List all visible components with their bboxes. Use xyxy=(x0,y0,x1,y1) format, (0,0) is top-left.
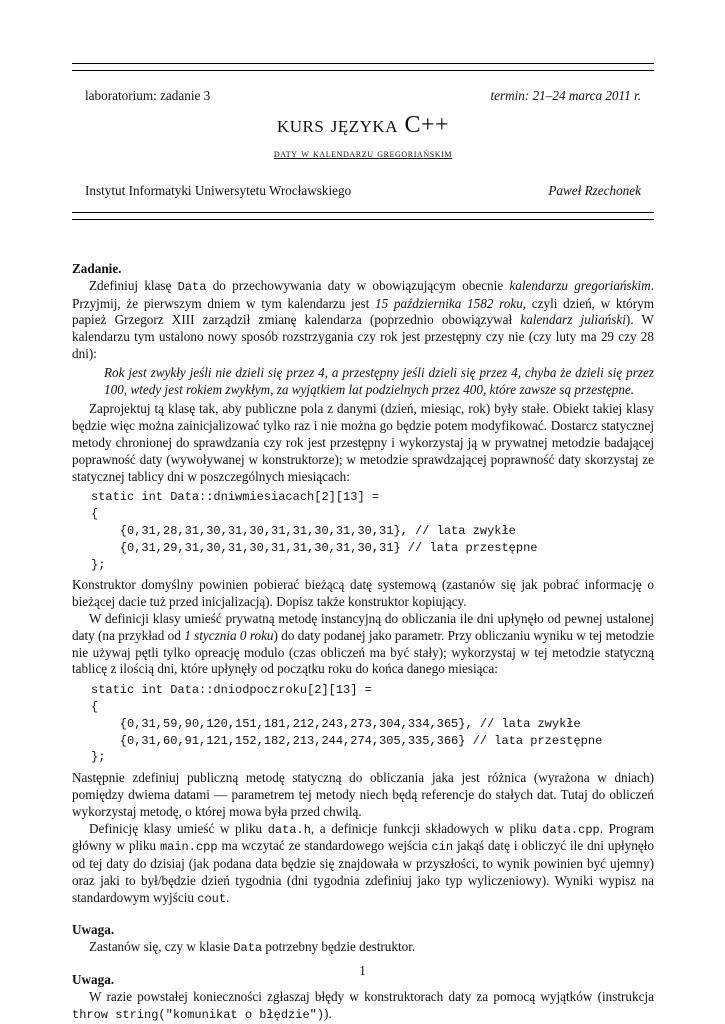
top-rule-thin xyxy=(72,70,654,71)
institute: Instytut Informatyki Uniwersytetu Wrocławskiego xyxy=(85,183,352,198)
author: Paweł Rzechonek xyxy=(548,183,641,198)
note-1-text: Zastanów się, czy w klasie Data potrzebny będzie destruktor. xyxy=(89,939,416,956)
bottom-rule-thick xyxy=(72,219,654,220)
leap-year-rule-quote: Rok jest zwykły jeśli nie dzieli się przez 4, a przestępny jeśli dzieli się przez 4, chyba że dzieli się przez 100, wtedy jest rokiem zwykłym, za wyjątkiem lat podzielnych przez 400, które zawsze są przestępne. xyxy=(104,364,654,397)
task-paragraph-3: Konstruktor domyślny powinien pobierać bieżącą datę systemową (zastanów się jak pobrać informację o bieżącej dacie tuż przed inicjalizacją). Dopisz także konstruktor kopiujący. xyxy=(72,577,654,610)
deadline-label: termin: 21–24 marca 2011 r. xyxy=(490,88,641,103)
top-rule-thick xyxy=(72,63,654,64)
task-paragraph-2: Zaprojektuj tą klasę tak, aby publiczne pola z danymi (dzień, miesiąc, rok) były stałe. Obiekt takiej klasy będzie więc można zainicjalizować tylko raz i nie można go będzie potem modyfikować. Dostarcz statycznej metody chronionej do sprawdzania czy rok jest przestępny i wykorzystaj ją w prywatnej metodzie badającej poprawność daty (wywoływanej w konstruktorze); w metodzie sprawdzającej poprawność daty skorzystaj ze statycznej tablicy dni w poszczególnych miesiącach: xyxy=(72,401,654,484)
task-paragraph-5: Następnie zdefiniuj publiczną metodę statyczną do obliczania jaka jest różnica (wyrażona w dniach) pomiędzy dwiema datami — parametrem tej metody niech będą referencje do stałych dat. Tutaj do obliczeń wykorzystaj metodę, o której mowa była przed chwilą. xyxy=(72,770,654,819)
page-title: kurs języka C++ xyxy=(276,112,450,138)
document-body xyxy=(72,261,654,1023)
task-paragraph-4: W definicji klasy umieść prywatną metodę instancyjną do obliczania ile dni upłynęło od pewnej ustalonej daty (na przykład od 1 stycznia 0 roku) do daty podanej jako parametr. Przy obliczaniu wyniku w tej metodzie nie używaj pętli tylko opreację modulo (czas obliczeń ma być stały); wykorzystaj w tej metodzie statyczną tablicę z ilością dni, które upłynęły od początku roku do końca danego miesiąca: xyxy=(72,610,654,677)
bottom-rule-thin xyxy=(72,212,654,213)
code-block-days-from-year-start: static int Data::dniodpoczroku[2][13] = { {0,31,59,90,120,151,181,212,243,273,304,334,365}, // lata zwykłe {0,31,60,91,121,152,182,213,244,274,305,335,366} // lata przestępne }; xyxy=(91,683,603,765)
task-paragraph-1: Zdefiniuj klasę Data do przechowywania daty w obowiązującym obecnie kalendarzu gregoriańskim. Przyjmij, że pierwszym dniem w tym kalendarzu jest 15 października 1582 roku, czyli dzień, w którym papież Grzegorz XIII zarządził zmianę kalendarza (poprzednio obowiązywał kalendarz juliański). W kalendarzu tym ustalono nowy sposób rozstrzygania czy rok jest przestępny czy nie (czy luty ma 29 czy 28 dni): xyxy=(72,277,654,361)
task-heading: Zadanie. xyxy=(72,261,122,276)
task-paragraph-6: Definicję klasy umieść w pliku data.h, a definicje funkcji składowych w pliku data.cpp. Program główny w pliku main.cpp ma wczytać ze standardowego wejścia cin jakąś datę i obliczyć ile dni upłynęło od tej daty do dzisiaj (jak podana data będzie się znajdowała w przyszłości, to wynik powinien być ujemny) oraz jaki to był/będzie dzień tygodnia (dni tygodnia zdefiniuj jako typ wyliczeniowy). Wyniki wypisz na standardowym wyjściu cout. xyxy=(72,820,655,906)
note-2-text: W razie powstałej konieczności zgłaszaj błędy w konstruktorach daty za pomocą wyjątków (instrukcja throw string("komunikat o błędzie")). xyxy=(72,988,654,1022)
inline-code: Data xyxy=(177,279,207,294)
page-number: 1 xyxy=(359,963,366,978)
note-1-heading: Uwaga. xyxy=(72,922,115,938)
page-subtitle: daty w kalendarzu gregoriańskim xyxy=(273,146,453,160)
note-2-heading: Uwaga. xyxy=(72,972,115,988)
lab-label: laboratorium: zadanie 3 xyxy=(85,88,211,103)
code-block-days-in-month: static int Data::dniwmiesiacach[2][13] = { {0,31,28,31,30,31,30,31,31,30,31,30,31}, // lata zwykłe {0,31,29,31,30,31,30,31,31,30,31,30,31} // lata przestępne }; xyxy=(91,490,538,572)
